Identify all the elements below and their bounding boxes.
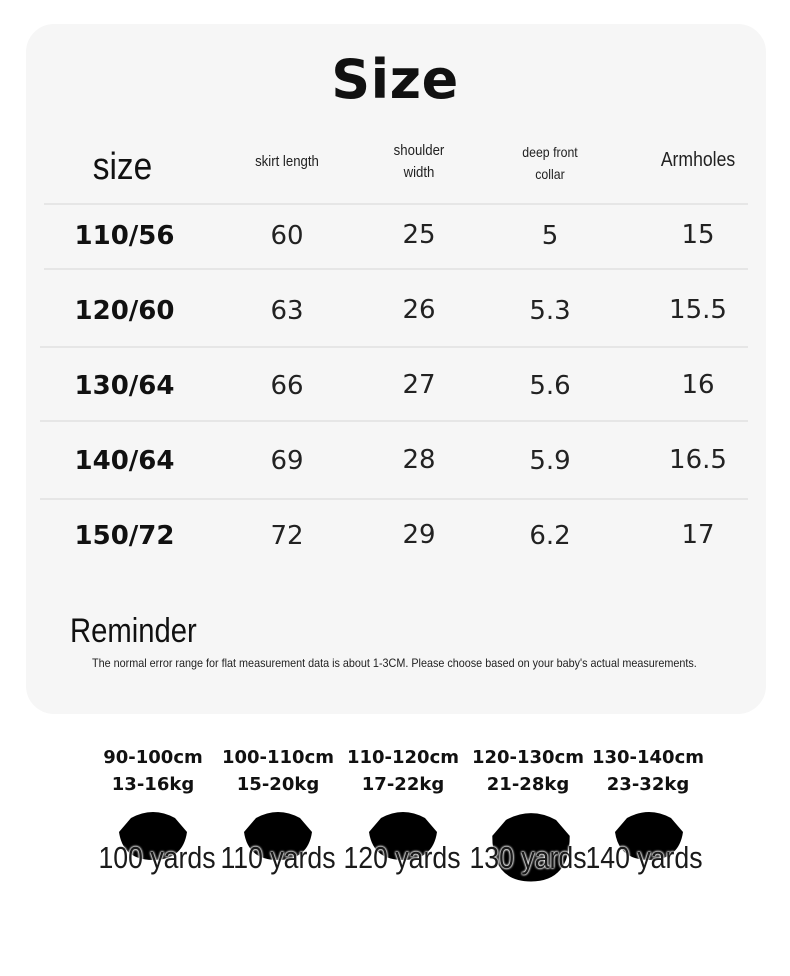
guide-weight: 17-22kg — [361, 774, 445, 795]
row-size-label: 150/72 — [74, 521, 175, 551]
guide-height: 130-140cm — [591, 747, 705, 768]
guide-height: 120-130cm — [471, 747, 585, 768]
header-armholes: Armholes — [660, 149, 736, 171]
row-size-label: 120/60 — [74, 296, 175, 326]
guide-height: 100-110cm — [221, 747, 335, 768]
cell-deep-front-collar: 6.2 — [529, 521, 571, 551]
cell-shoulder-width: 27 — [402, 370, 436, 400]
guide-height: 90-100cm — [103, 747, 203, 768]
cell-deep-front-collar: 5.3 — [529, 296, 571, 326]
cell-armholes: 16.5 — [669, 445, 727, 475]
header-deep-front-collar-line1: deep front — [522, 144, 578, 160]
cell-armholes: 16 — [681, 370, 715, 400]
guide-range — [583, 744, 713, 798]
reminder-title: Reminder — [70, 612, 197, 650]
cell-armholes: 15 — [681, 220, 715, 250]
guide-weight: 21-28kg — [486, 774, 570, 795]
cell-armholes: 17 — [681, 520, 715, 550]
header-size: size — [92, 146, 153, 188]
cell-deep-front-collar: 5 — [541, 221, 559, 251]
cell-deep-front-collar: 5.6 — [529, 371, 571, 401]
cell-shoulder-width: 29 — [402, 520, 436, 550]
cell-skirt-length: 72 — [270, 521, 304, 551]
reminder-text: The normal error range for flat measurement data is about 1-3CM. Please choose based on your baby's actual measurements. — [92, 656, 697, 670]
page-title: Size — [331, 48, 459, 111]
cell-skirt-length: 66 — [270, 371, 304, 401]
guide-weight: 23-32kg — [606, 774, 690, 795]
guide-weight: 15-20kg — [236, 774, 320, 795]
cell-shoulder-width: 28 — [402, 445, 436, 475]
row-size-label: 130/64 — [74, 371, 175, 401]
guide-range — [88, 744, 218, 798]
header-deep-front-collar — [502, 141, 599, 185]
row-separator — [44, 268, 748, 270]
guide-range — [463, 744, 593, 798]
row-separator — [40, 346, 748, 348]
row-separator — [40, 498, 748, 500]
row-separator — [44, 203, 748, 205]
cell-armholes: 15.5 — [669, 295, 727, 325]
row-size-label: 110/56 — [74, 221, 175, 251]
row-size-label: 140/64 — [74, 446, 175, 476]
guide-weight: 13-16kg — [111, 774, 195, 795]
header-deep-front-collar-line2: collar — [535, 166, 565, 182]
yard-label: 130 yards — [469, 840, 587, 875]
cell-shoulder-width: 26 — [402, 295, 436, 325]
header-shoulder-width — [371, 140, 468, 184]
row-separator — [40, 420, 748, 422]
yard-label: 100 yards — [98, 840, 216, 875]
cell-skirt-length: 60 — [270, 221, 304, 251]
header-shoulder-width-line2: width — [403, 164, 435, 181]
cell-skirt-length: 69 — [270, 446, 304, 476]
cell-shoulder-width: 25 — [402, 220, 436, 250]
yard-label: 140 yards — [585, 840, 703, 875]
guide-range — [338, 744, 468, 798]
guide-range — [213, 744, 343, 798]
yard-label: 120 yards — [343, 840, 461, 875]
header-skirt-length: skirt length — [255, 153, 319, 170]
header-shoulder-width-line1: shoulder — [393, 142, 445, 159]
cell-skirt-length: 63 — [270, 296, 304, 326]
guide-height: 110-120cm — [346, 747, 460, 768]
size-chart-card — [26, 24, 766, 714]
yard-label: 110 yards — [220, 840, 336, 875]
cell-deep-front-collar: 5.9 — [529, 446, 571, 476]
